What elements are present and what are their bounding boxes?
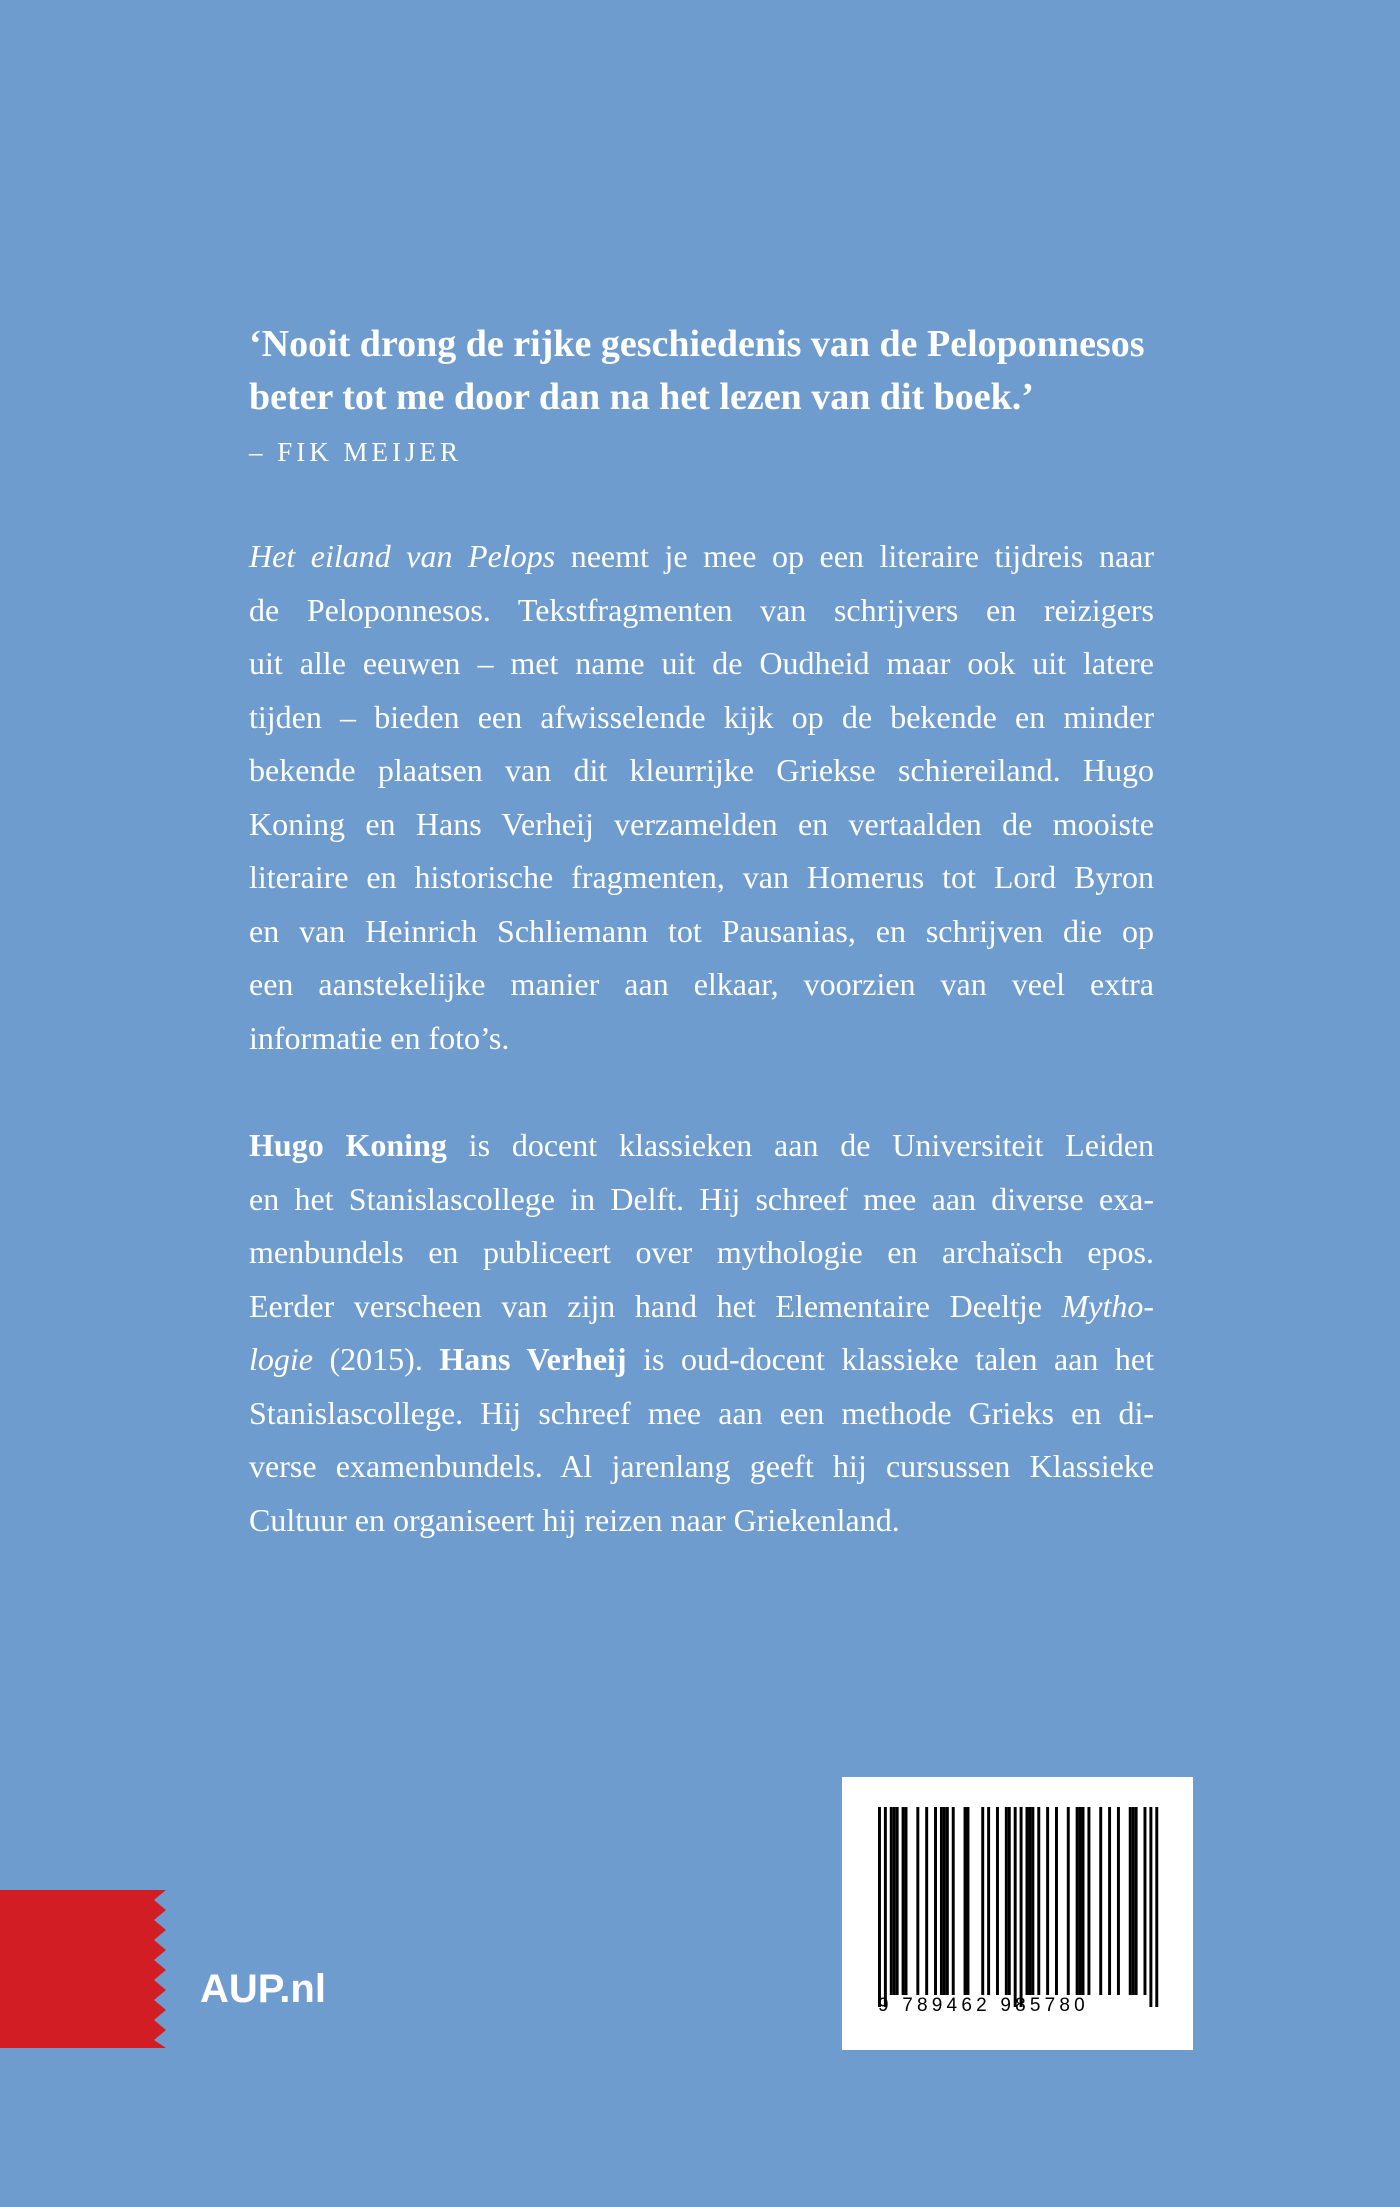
barcode-bar	[1067, 1807, 1070, 1995]
authors-paragraph	[249, 1119, 1154, 1547]
barcode-bar	[916, 1807, 919, 1995]
barcode-bar	[1055, 1807, 1058, 1995]
authors-line: en het Stanislascollege in Delft. Hij schreef mee aan diverse exa-	[249, 1180, 1154, 1217]
authors-line: Cultuur en organiseert hij reizen naar Griekenland.	[249, 1501, 900, 1538]
book-title: Het eiland van Pelops	[249, 538, 556, 574]
authors-line: verse examenbundels. Al jarenlang geeft hij cursussen Klassieke	[249, 1448, 1154, 1484]
description-line: de Peloponnesos. Tekstfragmenten van schrijvers en reizigers	[249, 591, 1154, 628]
barcode-bar	[1005, 1807, 1008, 1995]
quote-line-2: beter tot me door dan na het lezen van dit boek.’	[249, 376, 1034, 418]
barcode-bar	[1008, 1807, 1011, 1995]
barcode-bar	[943, 1807, 946, 1995]
barcode-bar	[1108, 1807, 1111, 1995]
barcode-bar	[940, 1807, 943, 1995]
barcode-bar	[905, 1807, 908, 1995]
barcode-bar	[1076, 1807, 1079, 1995]
barcode-bar	[981, 1807, 984, 1995]
barcode-bar	[884, 1807, 887, 2007]
barcode-bar	[925, 1807, 928, 1995]
barcode-bar	[1149, 1807, 1152, 2007]
barcode-bar	[964, 1807, 967, 1995]
barcode-bar	[902, 1807, 905, 1995]
description-paragraph	[249, 530, 1154, 1065]
quote-line-1: ‘Nooit drong de rijke geschiedenis van de Peloponnesos	[249, 323, 1145, 365]
quote-attribution: – FIK MEIJER	[249, 437, 463, 467]
barcode-bar	[890, 1807, 893, 1995]
description-line: Het eiland van Pelops neemt je mee op een literaire tijdreis naar	[249, 538, 1155, 574]
authors-line: menbundels en publiceert over mythologie en archaïsch epos.	[249, 1234, 1154, 1270]
barcode-bar	[934, 1807, 937, 1995]
barcode-bar	[1026, 1807, 1029, 1995]
description-line: informatie en foto’s.	[249, 1019, 510, 1056]
barcode-bar	[946, 1807, 949, 1995]
description-line: en van Heinrich Schliemann tot Pausanias, en schrijven die op	[249, 912, 1154, 949]
barcode-bar	[987, 1807, 990, 1995]
barcode-bar	[1117, 1807, 1120, 1995]
author-name: Hans Verheij	[439, 1341, 627, 1377]
barcode-bar	[1037, 1807, 1040, 1995]
authors-line: Stanislascollege. Hij schreef mee aan een methode Grieks en di-	[249, 1394, 1154, 1431]
barcode-bar	[1031, 1807, 1034, 1995]
publisher-red-tab	[0, 1890, 166, 2048]
barcode-bar	[1099, 1807, 1102, 1995]
publisher-logo-link[interactable]: AUP.nl	[200, 1967, 326, 2011]
barcode-bar	[1046, 1807, 1049, 1995]
barcode-bar	[1087, 1807, 1090, 1995]
barcode-bar	[893, 1807, 896, 1995]
barcode-bar	[1028, 1807, 1031, 1995]
barcode-bar	[1079, 1807, 1082, 1995]
barcode-bar	[1014, 1807, 1017, 2007]
barcode-bar	[1144, 1807, 1147, 1995]
barcode-bar	[896, 1807, 899, 1995]
barcode-bar	[1129, 1807, 1132, 1995]
barcode-bar	[967, 1807, 970, 1995]
authors-line: logie (2015). Hans Verheij is oud-docent klassieke talen aan het	[249, 1341, 1155, 1377]
barcode-bar	[1082, 1807, 1085, 1995]
description-line: een aanstekelijke manier aan elkaar, voorzien van veel extra	[249, 966, 1154, 1002]
author-name: Hugo Koning	[249, 1127, 447, 1163]
description-line: tijden – bieden een afwisselende kijk op de bekende en minder	[249, 698, 1154, 735]
blurb-quote	[249, 318, 1249, 424]
authors-line: Hugo Koning is docent klassieken aan de Universiteit Leiden	[249, 1127, 1155, 1163]
description-line: bekende plaatsen van dit kleurrijke Griekse schiereiland. Hugo	[249, 752, 1154, 788]
barcode-bar	[878, 1807, 881, 2007]
isbn-digits: 9 789462 985780	[878, 1995, 1089, 2016]
barcode-bar	[1020, 1807, 1023, 2007]
description-line: uit alle eeuwen – met name uit de Oudheid maar ook uit latere	[249, 645, 1154, 681]
description-line: Koning en Hans Verheij verzamelden en vertaalden de mooiste	[249, 805, 1154, 842]
barcode-bar	[1155, 1807, 1158, 2007]
barcode-bar	[1132, 1807, 1135, 1995]
barcode-bar	[996, 1807, 999, 1995]
barcode-bar	[952, 1807, 955, 1995]
isbn-barcode	[842, 1777, 1193, 2050]
description-line: literaire en historische fragmenten, van Homerus tot Lord Byron	[249, 859, 1154, 895]
barcode-bar	[1135, 1807, 1138, 1995]
authors-line: Eerder verscheen van zijn hand het Elementaire Deeltje Mytho-	[249, 1287, 1154, 1324]
